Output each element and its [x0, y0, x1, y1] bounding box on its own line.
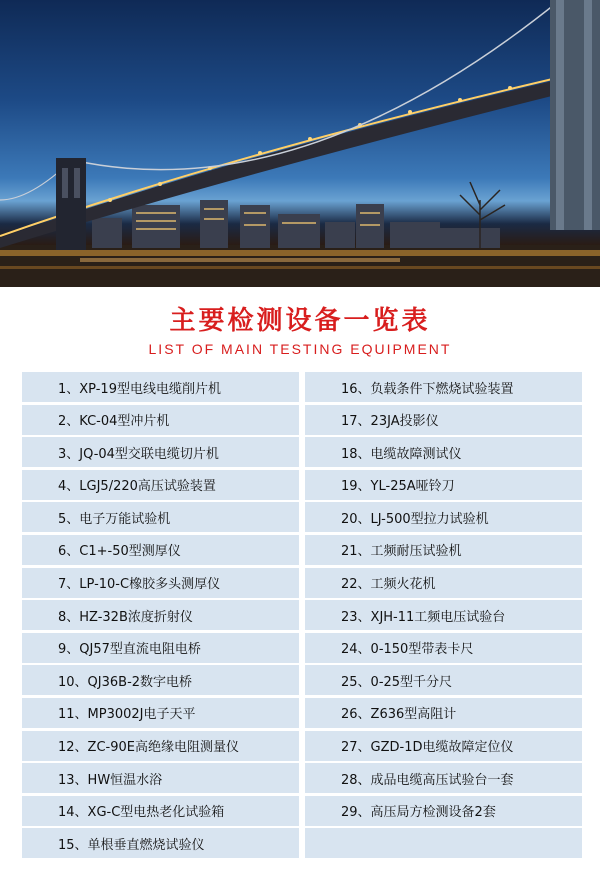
table-cell: 3、JQ-04型交联电缆切片机: [22, 437, 299, 467]
table-cell: 19、YL-25A哑铃刀: [305, 470, 582, 500]
table-cell: 21、工频耐压试验机: [305, 535, 582, 565]
table-cell: 8、HZ-32B浓度折射仪: [22, 600, 299, 630]
table-cell: 13、HW恒温水浴: [22, 763, 299, 793]
table-cell: 25、0-25型千分尺: [305, 665, 582, 695]
table-cell: 2、KC-04型冲片机: [22, 405, 299, 435]
title-block: [0, 287, 600, 375]
page-title: 主要检测设备一览表: [169, 306, 431, 336]
table-cell: 28、成品电缆高压试验台一套: [305, 763, 582, 793]
table-cell: 22、工频火花机: [305, 568, 582, 598]
table-cell: 1、XP-19型电线电缆削片机: [22, 372, 299, 402]
table-cell-empty: [305, 828, 582, 858]
table-cell: 23、XJH-11工频电压试验台: [305, 600, 582, 630]
table-cell: 29、高压局方检测设备2套: [305, 796, 582, 826]
table-cell: 20、LJ-500型拉力试验机: [305, 502, 582, 532]
bridge-illustration: [0, 0, 600, 287]
table-cell: 17、23JA投影仪: [305, 405, 582, 435]
table-cell: 14、XG-C型电热老化试验箱: [22, 796, 299, 826]
table-cell: 5、电子万能试验机: [22, 502, 299, 532]
table-cell: 18、电缆故障测试仪: [305, 437, 582, 467]
table-cell: 11、MP3002J电子天平: [22, 698, 299, 728]
hero-bridge-photo: [0, 0, 600, 287]
table-cell: 16、负载条件下燃烧试验装置: [305, 372, 582, 402]
table-cell: 26、Z636型高阻计: [305, 698, 582, 728]
table-cell: 24、0-150型带表卡尺: [305, 633, 582, 663]
table-cell: 27、GZD-1D电缆故障定位仪: [305, 731, 582, 761]
table-cell: 15、单根垂直燃烧试验仪: [22, 828, 299, 858]
table-cell: 7、LP-10-C橡胶多头测厚仪: [22, 568, 299, 598]
table-cell: 10、QJ36B-2数字电桥: [22, 665, 299, 695]
table-cell: 9、QJ57型直流电阻电桥: [22, 633, 299, 663]
table-cell: 6、C1+-50型测厚仪: [22, 535, 299, 565]
page-subtitle: LIST OF MAIN TESTING EQUIPMENT: [148, 341, 452, 357]
equipment-table: [22, 372, 582, 858]
table-cell: 12、ZC-90E高绝缘电阻测量仪: [22, 731, 299, 761]
table-cell: 4、LGJ5/220高压试验装置: [22, 470, 299, 500]
